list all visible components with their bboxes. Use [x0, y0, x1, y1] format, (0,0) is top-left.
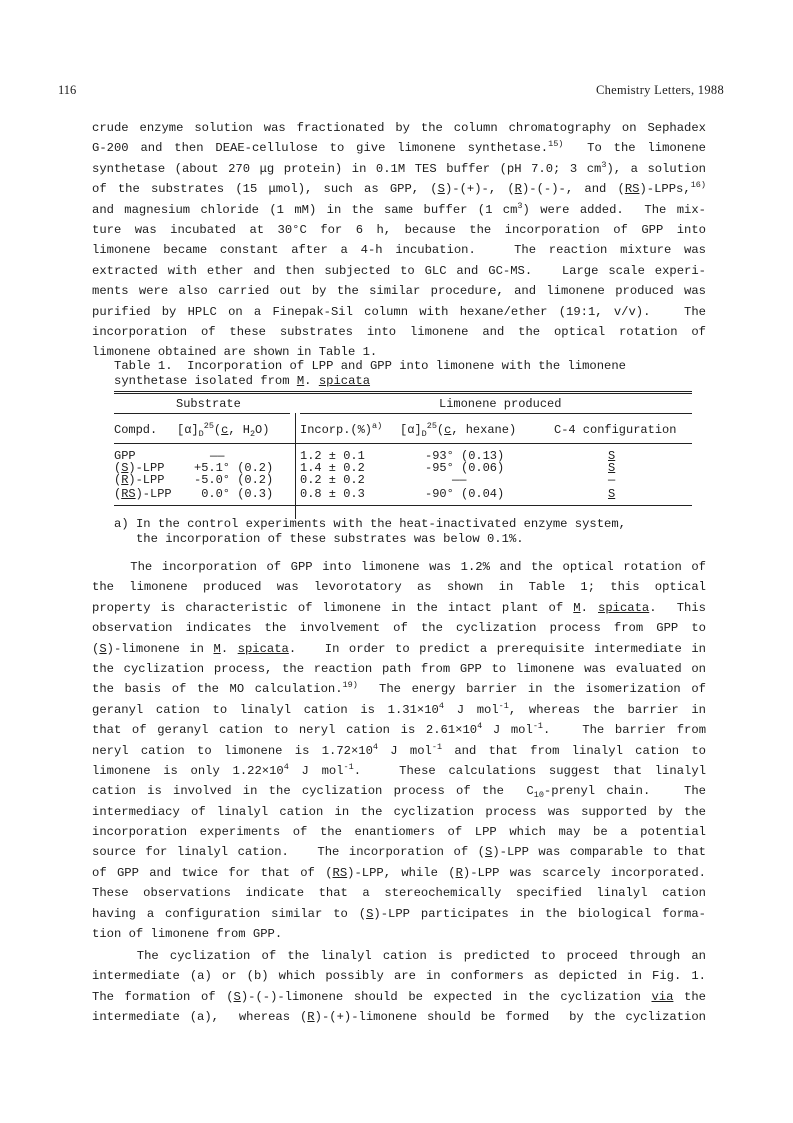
col-header-incorporation: Incorp.(%)$^{a)}$ [300, 421, 383, 437]
text-line: observation indicates the involvement of the cyclization process from GPP to [92, 621, 706, 636]
table-cell-rotation: +5.1° (0.2) [194, 461, 274, 475]
text-line: The incorporation of GPP into limonene was 1.2% and the optical rotation of [92, 560, 706, 574]
table-cell-incorporation: 1.2 ± 0.1 [300, 449, 365, 463]
table-cell-incorporation: 1.4 ± 0.2 [300, 461, 365, 475]
text-line: ture was incubated at 30°C for 6 h, because the incorporation of GPP into [92, 222, 706, 237]
text-line: the basis of the MO calculation.$^{19)}$ The energy barrier in the isomerization of [92, 680, 706, 697]
col-header-compd: Compd. [114, 423, 158, 437]
table-bottom-rule [114, 505, 692, 506]
paragraph-results [92, 557, 706, 944]
table-caption: Table 1. Incorporation of LPP and GPP into limonene with the limonene synthetase isolated from M. spicata [114, 359, 626, 388]
table-footnote: a) In the control experiments with the heat-inactivated enzyme system, the incorporation of these substrates was below 0.1%. [114, 517, 626, 546]
text-line: the cyclization process, the reaction path from GPP to limonene was evaluated on [92, 661, 706, 676]
text-line: extracted with ether and then subjected to GLC and GC-MS. Large scale experi- [92, 263, 706, 278]
text-line: that of geranyl cation to neryl cation is $2.61\times 10^4$ J mol$^{-1}$. The barrier from [92, 721, 707, 738]
text-line: purified by HPLC on a Finepak-Sil column with hexane/ether (19:1, v/v). The [92, 304, 706, 319]
table-header-rule [114, 443, 692, 444]
text-line: limonene is only $1.22\times 10^4$ J mol$^{-1}$. These calculations suggest that linalyl [92, 761, 707, 778]
table-top-rule [114, 391, 692, 392]
text-line: limonene obtained are shown in Table 1. [92, 345, 378, 360]
col-header-config: C-4 configuration [554, 423, 677, 437]
journal-header: Chemistry Letters, 1988 [595, 83, 724, 97]
text-line: synthetase (about 270 μg protein) in 0.1M TES buffer (pH 7.0; 3 $cm^3$), a solution [92, 159, 706, 176]
text-line: tion of limonene from GPP. [92, 927, 283, 942]
text-line: G-200 and then DEAE-cellulose to give limonene synthetase.$^{15)}$ To the limonene [92, 139, 706, 156]
text-line: neryl cation to limonene is $1.72\times 10^4$ J mol$^{-1}$ and that from linalyl cation to [92, 741, 706, 758]
table-cell-config: S [608, 487, 616, 501]
col-header-rotation-product: $[\alpha]_D^{25}(c$, hexane) [400, 421, 517, 439]
text-line: ments were also carried out by the similar procedure, and limonene produced was [92, 284, 706, 299]
text-line: intermediate (a) or (b) which possibly are in conformers as depicted in Fig. 1. [92, 969, 706, 984]
table-cell-rotation: -5.0° (0.2) [194, 473, 274, 487]
paragraph-cyclization [92, 946, 706, 1028]
table-top-rule-double [114, 393, 692, 394]
text-line: the limonene produced was levorotatory as shown in Table 1; this optical [92, 580, 706, 595]
table-cell-product-rotation: -95° (0.06) [425, 461, 505, 475]
text-line: incorporation of these substrates into limonene and the optical rotation of [92, 324, 706, 339]
table-cell-incorporation: 0.2 ± 0.2 [300, 473, 365, 487]
text-line: having a configuration similar to (S)-LPP participates in the biological forma- [92, 906, 706, 921]
table-cell-config: S [608, 449, 616, 463]
product-group-rule [300, 413, 692, 414]
text-line: (S)-limonene in M. spicata. In order to predict a prerequisite intermediate in [92, 641, 706, 656]
table-cell-compd: (RS)-LPP [114, 487, 172, 501]
table-cell-config: S [608, 461, 616, 475]
text-line: crude enzyme solution was fractionated by the column chromatography on Sephadex [92, 121, 706, 135]
text-line: geranyl cation to linalyl cation is $1.31\times 10^4$ J mol$^{-1}$, whereas the barrier in [92, 700, 706, 717]
text-line: cation is involved in the cyclization process of the $C_{10}$-prenyl chain. The [92, 784, 706, 801]
table-cell-product-rotation: —— [452, 473, 467, 487]
group-header-product: Limonene produced [439, 397, 562, 411]
table-cell-product-rotation: -93° (0.13) [425, 449, 505, 463]
text-line: limonene became constant after a 4-h incubation. The reaction mixture was [92, 243, 706, 258]
text-line: intermediate (a), whereas (R)-(+)-limonene should be formed by the cyclization [92, 1010, 706, 1025]
table-cell-product-rotation: -90° (0.04) [425, 487, 505, 501]
table-cell-incorporation: 0.8 ± 0.3 [300, 487, 365, 501]
text-line: incorporation experiments of the enantiomers of LPP which may be a potential [92, 825, 706, 840]
column-divider [295, 413, 296, 519]
table-cell-rotation: 0.0° (0.3) [194, 487, 274, 501]
group-header-substrate: Substrate [176, 397, 241, 411]
table-cell-rotation: —— [210, 449, 225, 463]
text-line: The formation of (S)-(-)-limonene should be expected in the cyclization via the [92, 989, 706, 1004]
table-cell-compd: GPP [114, 449, 136, 463]
substrate-group-rule [114, 413, 290, 414]
text-line: of GPP and twice for that of (RS)-LPP, while (R)-LPP was scarcely incorporated. [92, 865, 706, 880]
text-line: source for linalyl cation. The incorporation of (S)-LPP was comparable to that [92, 845, 706, 860]
page-number: 116 [58, 83, 77, 97]
table-cell-compd: (S)-LPP [114, 461, 165, 475]
col-header-rotation-substrate: $[\alpha]_D^{25}(c$, $H_2O$) [177, 421, 270, 439]
table-cell-compd: (R)-LPP [114, 473, 165, 487]
text-line: property is characteristic of limonene in the intact plant of M. spicata. This [92, 600, 706, 615]
table-cell-config: — [608, 473, 616, 487]
text-line: intermediacy of linalyl cation in the cyclization process was supported by the [92, 804, 706, 819]
text-line: The cyclization of the linalyl cation is predicted to proceed through an [92, 949, 706, 963]
text-line: of the substrates (15 μmol), such as GPP, (S)-(+)-, (R)-(-)-, and (RS)-LPPs,$^{16)}$ [92, 180, 706, 197]
text-line: These observations indicate that a stereochemically specified linalyl cation [92, 886, 706, 901]
paragraph-methods [92, 118, 706, 363]
text-line: and magnesium chloride (1 mM) in the same buffer (1 $cm^3$) were added. The mix- [92, 200, 706, 217]
